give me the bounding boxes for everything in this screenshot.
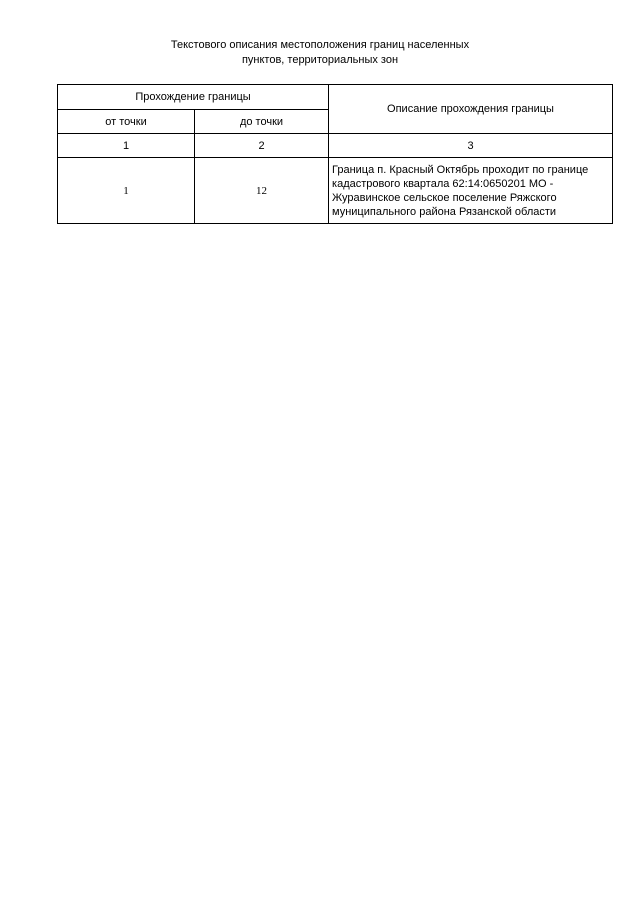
header-boundary-passage: Прохождение границы — [58, 85, 329, 110]
title-line-2: пунктов, территориальных зон — [241, 54, 399, 66]
description-cell — [329, 158, 613, 224]
header-from-point: от точки — [58, 110, 195, 134]
column-number-row — [58, 134, 613, 158]
header-row-1 — [58, 85, 613, 110]
from-point-cell: 1 — [58, 158, 195, 224]
column-number-1: 1 — [58, 134, 195, 158]
description-line: Граница п. Красный Октябрь проходит по границе — [332, 163, 589, 176]
description-line: кадастрового квартала 62:14:0650201 МО - — [332, 177, 554, 190]
header-to-point: до точки — [195, 110, 329, 134]
boundary-table — [57, 84, 613, 224]
description-line: Журавинское сельское поселение Ряжского — [332, 191, 557, 204]
document-title — [0, 38, 640, 68]
header-boundary-description: Описание прохождения границы — [329, 85, 613, 134]
column-number-3: 3 — [329, 134, 613, 158]
table-row — [58, 158, 613, 224]
title-line-1: Текстового описания местоположения границ населенных — [170, 39, 470, 51]
column-number-2: 2 — [195, 134, 329, 158]
to-point-cell: 12 — [195, 158, 329, 224]
description-line: муниципального района Рязанской области — [332, 205, 557, 218]
